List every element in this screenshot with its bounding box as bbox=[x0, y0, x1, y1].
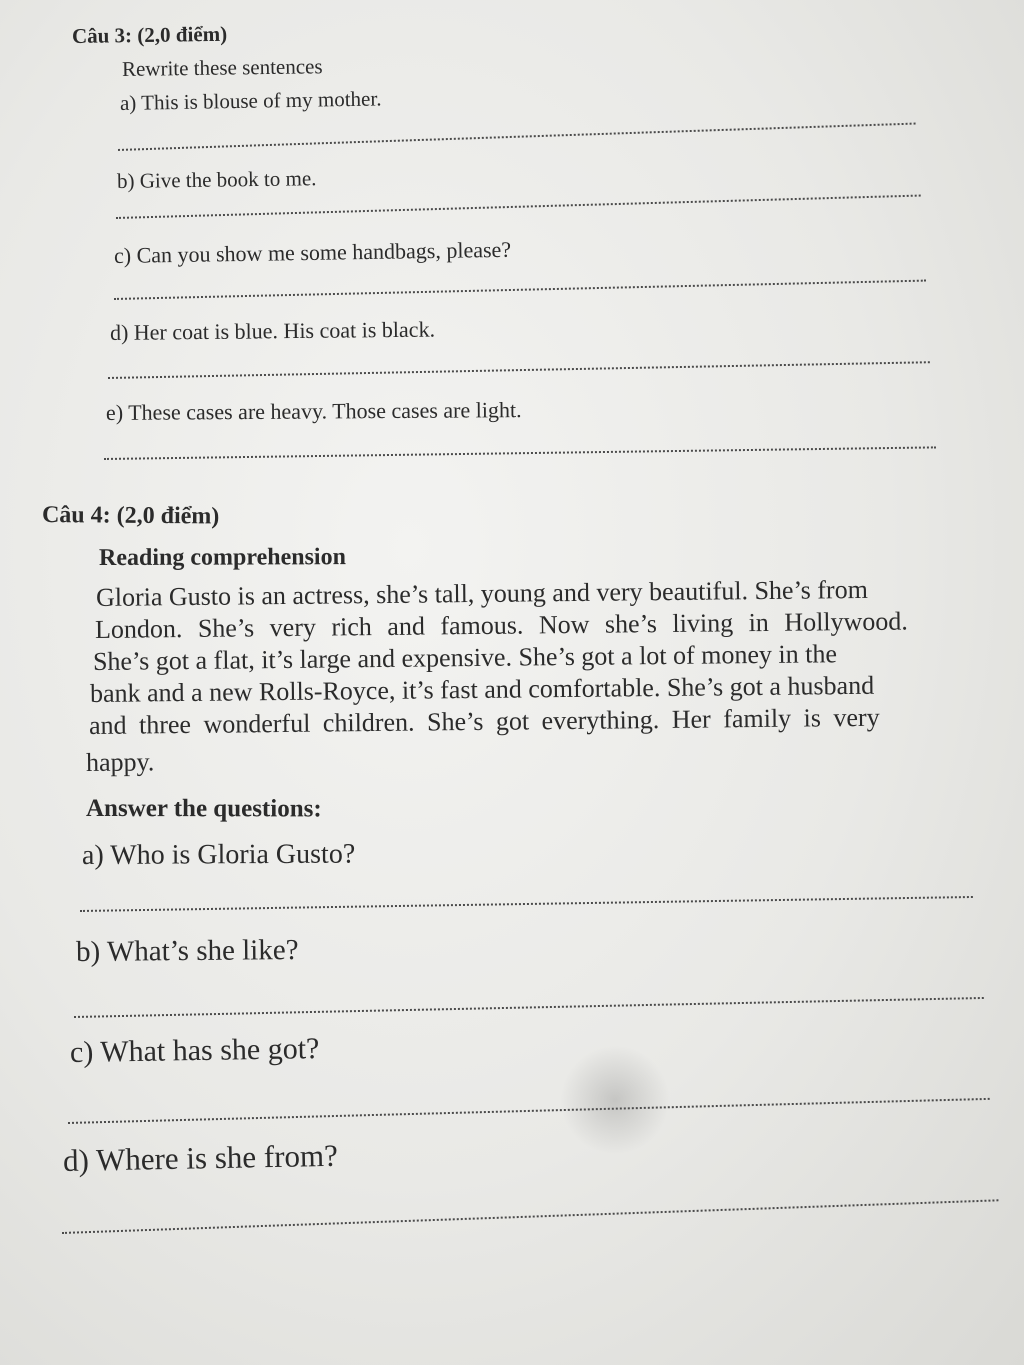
passage-line-1: Gloria Gusto is an actress, she’s tall, young and very beautiful. She’s from bbox=[95, 574, 869, 612]
q3-answer-line-a[interactable] bbox=[118, 123, 916, 151]
passage-line-6: happy. bbox=[85, 747, 155, 777]
q3-answer-line-d[interactable] bbox=[108, 361, 930, 379]
q3-heading: Câu 3: (2,0 điểm) bbox=[71, 21, 228, 48]
q3-item-e: e) These cases are heavy. Those cases are light. bbox=[105, 397, 522, 425]
q4-question-b: b) What’s she like? bbox=[75, 934, 299, 968]
q4-answer-line-d[interactable] bbox=[62, 1199, 998, 1234]
passage-line-5: and three wonderful children. She’s got everything. Her family is very bbox=[88, 702, 880, 740]
q4-subheading: Reading comprehension bbox=[98, 544, 346, 571]
passage-line-2: London. She’s very rich and famous. Now she’s living in Hollywood. bbox=[94, 606, 908, 644]
q3-answer-line-b[interactable] bbox=[116, 195, 921, 219]
q4-question-d: d) Where is she from? bbox=[62, 1137, 339, 1178]
passage-line-3: She’s got a flat, it’s large and expensive. She’s got a lot of money in the bbox=[92, 639, 838, 676]
shadow-smudge bbox=[560, 1045, 670, 1155]
q3-answer-line-c[interactable] bbox=[114, 280, 926, 300]
questions-heading: Answer the questions: bbox=[85, 795, 322, 823]
q3-instruction: Rewrite these sentences bbox=[121, 54, 323, 81]
q4-question-a: a) Who is Gloria Gusto? bbox=[81, 838, 356, 871]
q3-item-d: d) Her coat is blue. His coat is black. bbox=[109, 316, 436, 345]
q4-question-c: c) What has she got? bbox=[69, 1032, 320, 1069]
passage-line-4: bank and a new Rolls-Royce, it’s fast and comfortable. She’s got a husband bbox=[89, 670, 875, 708]
q4-answer-line-b[interactable] bbox=[74, 997, 984, 1018]
q3-answer-line-e[interactable] bbox=[104, 446, 936, 460]
q3-item-a: a) This is blouse of my mother. bbox=[119, 86, 382, 115]
q4-answer-line-a[interactable] bbox=[80, 896, 973, 912]
q4-heading: Câu 4: (2,0 điểm) bbox=[41, 502, 220, 530]
q4-answer-line-c[interactable] bbox=[68, 1098, 990, 1124]
q3-item-b: b) Give the book to me. bbox=[116, 166, 317, 193]
q3-item-c: c) Can you show me some handbags, please? bbox=[113, 236, 512, 268]
